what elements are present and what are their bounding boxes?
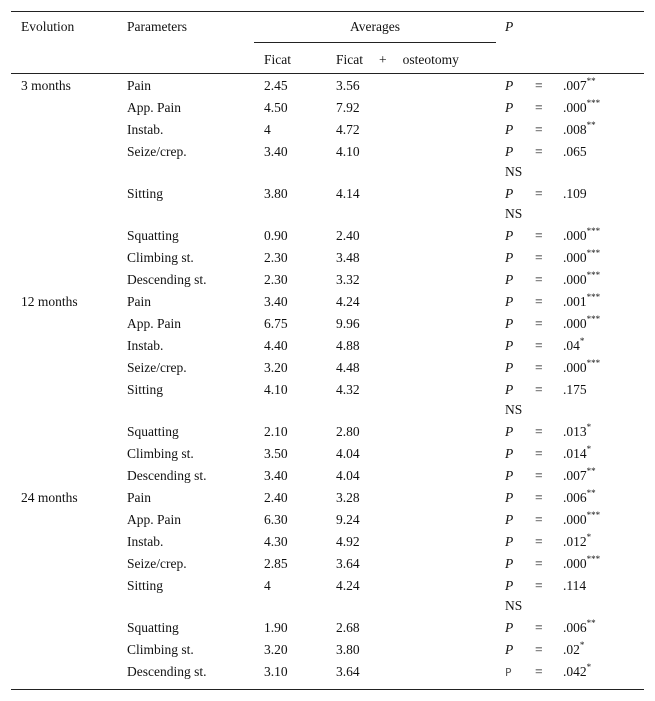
equals-sign: =	[535, 382, 543, 397]
p-symbol: P	[505, 490, 514, 505]
p-number: .109	[563, 186, 587, 201]
p-value	[563, 99, 600, 117]
p-symbol: P	[505, 360, 514, 375]
p-symbol: P	[505, 338, 514, 353]
p-symbol: P	[505, 424, 514, 439]
header-ficat-osteotomy-plus: +	[379, 52, 387, 67]
equals-sign: =	[535, 468, 543, 483]
p-symbol: P	[505, 578, 514, 593]
ficat-value: 3.50	[264, 446, 288, 461]
equals-sign: =	[535, 272, 543, 287]
evolution-label: 24 months	[21, 490, 78, 505]
ficat-value: 2.30	[264, 272, 288, 287]
p-value	[563, 337, 584, 355]
p-value	[563, 143, 587, 161]
p-value	[563, 121, 596, 139]
parameter-label: Climbing st.	[127, 446, 194, 461]
p-number: .000	[563, 512, 587, 527]
ficat-osteotomy-value: 4.04	[336, 468, 360, 483]
significance-marker: *	[586, 422, 592, 432]
p-number: .000	[563, 228, 587, 243]
significance-marker: *	[586, 444, 592, 454]
p-symbol: P	[505, 144, 514, 159]
p-value-cell	[505, 293, 640, 311]
p-symbol: P	[505, 228, 514, 243]
ficat-osteotomy-value: 4.72	[336, 122, 360, 137]
p-value	[563, 555, 600, 573]
p-symbol: P	[505, 186, 514, 201]
significance-marker: **	[586, 488, 596, 498]
ficat-osteotomy-value: 9.24	[336, 512, 360, 527]
p-value	[563, 533, 591, 551]
significance-marker: *	[586, 662, 592, 672]
ficat-osteotomy-value: 3.64	[336, 556, 360, 571]
significance-marker: **	[586, 466, 596, 476]
ficat-osteotomy-value: 3.48	[336, 250, 360, 265]
equals-sign: =	[535, 316, 543, 331]
p-value	[563, 641, 584, 659]
ficat-osteotomy-value: 4.32	[336, 382, 360, 397]
p-value-cell	[505, 121, 640, 139]
ficat-osteotomy-value: 9.96	[336, 316, 360, 331]
equals-sign: =	[535, 620, 543, 635]
p-value-cell	[505, 577, 640, 613]
ficat-value: 3.40	[264, 144, 288, 159]
ficat-value: 3.40	[264, 294, 288, 309]
p-number: .000	[563, 360, 587, 375]
ficat-osteotomy-value: 2.68	[336, 620, 360, 635]
equals-sign: =	[535, 78, 543, 93]
equals-sign: =	[535, 294, 543, 309]
p-value	[563, 489, 596, 507]
ficat-value: 4	[264, 578, 271, 593]
ficat-osteotomy-value: 4.88	[336, 338, 360, 353]
p-number: .02	[563, 642, 580, 657]
parameter-label: App. Pain	[127, 100, 181, 115]
p-value	[563, 423, 591, 441]
parameter-label: Sitting	[127, 578, 164, 593]
p-number: .000	[563, 556, 587, 571]
ficat-value: 0.90	[264, 228, 288, 243]
ficat-osteotomy-value: 7.92	[336, 100, 360, 115]
significance-marker: *	[579, 640, 585, 650]
p-value	[563, 315, 600, 333]
ficat-value: 3.20	[264, 360, 288, 375]
parameter-label: Climbing st.	[127, 642, 194, 657]
p-number: .014	[563, 446, 587, 461]
p-number: .000	[563, 250, 587, 265]
header-averages: Averages	[350, 19, 400, 34]
p-value-cell	[505, 271, 640, 289]
p-value	[563, 77, 596, 95]
significance-marker: **	[586, 76, 596, 86]
p-symbol: P	[505, 272, 514, 287]
ficat-value: 1.90	[264, 620, 288, 635]
p-symbol: P	[505, 666, 512, 679]
p-value	[563, 227, 600, 245]
parameter-label: Pain	[127, 78, 152, 93]
ficat-value: 6.75	[264, 316, 288, 331]
evolution-label: 12 months	[21, 294, 78, 309]
p-number: .042	[563, 664, 587, 679]
p-number: .065	[563, 144, 587, 159]
parameter-label: Climbing st.	[127, 250, 194, 265]
parameter-label: Squatting	[127, 424, 179, 439]
parameter-label: Seize/crep.	[127, 360, 187, 375]
p-number: .007	[563, 78, 587, 93]
p-symbol: P	[505, 78, 514, 93]
table-bottom-rule	[11, 689, 644, 690]
p-value-cell	[505, 315, 640, 333]
ficat-osteotomy-value: 2.80	[336, 424, 360, 439]
p-number: .006	[563, 620, 587, 635]
ficat-value: 2.30	[264, 250, 288, 265]
ficat-value: 2.85	[264, 556, 288, 571]
p-value	[563, 619, 596, 637]
parameter-label: Squatting	[127, 228, 179, 243]
p-value-cell	[505, 489, 640, 507]
ficat-value: 4.40	[264, 338, 288, 353]
ficat-value: 4	[264, 122, 271, 137]
p-value-cell	[505, 99, 640, 117]
equals-sign: =	[535, 186, 543, 201]
p-number: .012	[563, 534, 587, 549]
ficat-value: 3.20	[264, 642, 288, 657]
p-value	[563, 381, 587, 399]
parameter-label: Pain	[127, 294, 152, 309]
parameter-label: App. Pain	[127, 512, 181, 527]
header-bottom-rule	[11, 73, 644, 74]
ficat-value: 4.50	[264, 100, 288, 115]
p-symbol: P	[505, 382, 514, 397]
parameter-label: Pain	[127, 490, 152, 505]
header-ficat: Ficat	[264, 52, 291, 67]
p-symbol: P	[505, 446, 514, 461]
p-symbol: P	[505, 642, 514, 657]
parameter-label: Seize/crep.	[127, 556, 187, 571]
p-value-cell	[505, 445, 640, 463]
p-value	[563, 359, 600, 377]
p-symbol: P	[505, 100, 514, 115]
p-symbol: P	[505, 316, 514, 331]
evolution-label: 3 months	[21, 78, 71, 93]
p-value-cell	[505, 423, 640, 441]
ficat-osteotomy-value: 3.32	[336, 272, 360, 287]
equals-sign: =	[535, 490, 543, 505]
significance-marker: ***	[586, 226, 601, 236]
p-symbol: P	[505, 122, 514, 137]
significance-marker: ***	[586, 248, 601, 258]
ns-label: NS	[505, 164, 523, 179]
equals-sign: =	[535, 122, 543, 137]
significance-marker: ***	[586, 292, 601, 302]
ficat-osteotomy-value: 4.10	[336, 144, 360, 159]
ficat-osteotomy-value: 4.92	[336, 534, 360, 549]
equals-sign: =	[535, 100, 543, 115]
ns-label: NS	[505, 206, 523, 221]
ns-label: NS	[505, 402, 523, 417]
equals-sign: =	[535, 578, 543, 593]
p-value-cell	[505, 533, 640, 551]
p-number: .013	[563, 424, 587, 439]
equals-sign: =	[535, 556, 543, 571]
parameter-label: Sitting	[127, 382, 164, 397]
significance-marker: ***	[586, 358, 601, 368]
p-value	[563, 577, 586, 595]
parameter-label: Instab.	[127, 534, 164, 549]
p-value	[563, 445, 591, 463]
ns-label: NS	[505, 598, 523, 613]
ficat-value: 4.30	[264, 534, 288, 549]
ficat-value: 3.80	[264, 186, 288, 201]
ficat-osteotomy-value: 4.48	[336, 360, 360, 375]
significance-marker: *	[579, 336, 585, 346]
p-number: .001	[563, 294, 587, 309]
parameter-label: Sitting	[127, 186, 164, 201]
p-symbol: P	[505, 620, 514, 635]
p-number: .006	[563, 490, 587, 505]
p-number: .000	[563, 272, 587, 287]
ficat-osteotomy-value: 3.56	[336, 78, 360, 93]
significance-marker: **	[586, 618, 596, 628]
parameter-label: Instab.	[127, 122, 164, 137]
ficat-value: 6.30	[264, 512, 288, 527]
p-number: .114	[563, 578, 587, 593]
significance-marker: ***	[586, 554, 601, 564]
p-value-cell	[505, 641, 640, 659]
p-number: .000	[563, 316, 587, 331]
p-value-cell	[505, 467, 640, 485]
p-symbol: P	[505, 250, 514, 265]
p-value-cell	[505, 337, 640, 355]
ficat-value: 2.10	[264, 424, 288, 439]
p-value-cell	[505, 359, 640, 377]
p-symbol: P	[505, 556, 514, 571]
ficat-osteotomy-value: 3.64	[336, 664, 360, 679]
ficat-value: 3.40	[264, 468, 288, 483]
equals-sign: =	[535, 144, 543, 159]
parameter-label: Descending st.	[127, 468, 207, 483]
significance-marker: *	[586, 532, 592, 542]
significance-marker: ***	[586, 98, 601, 108]
header-parameters: Parameters	[127, 19, 187, 34]
p-symbol: P	[505, 468, 514, 483]
significance-marker: ***	[586, 510, 601, 520]
equals-sign: =	[535, 446, 543, 461]
equals-sign: =	[535, 228, 543, 243]
ficat-value: 3.10	[264, 664, 288, 679]
p-symbol: P	[505, 294, 514, 309]
equals-sign: =	[535, 642, 543, 657]
results-table	[11, 11, 644, 690]
p-value	[563, 293, 600, 311]
equals-sign: =	[535, 338, 543, 353]
p-value	[563, 271, 600, 289]
ficat-osteotomy-value: 4.24	[336, 578, 360, 593]
equals-sign: =	[535, 360, 543, 375]
equals-sign: =	[535, 534, 543, 549]
p-value	[563, 663, 591, 681]
p-value-cell	[505, 185, 640, 221]
parameter-label: Squatting	[127, 620, 179, 635]
averages-underline	[254, 42, 496, 43]
ficat-osteotomy-value: 3.80	[336, 642, 360, 657]
parameter-label: Descending st.	[127, 272, 207, 287]
p-symbol: P	[505, 534, 514, 549]
equals-sign: =	[535, 424, 543, 439]
equals-sign: =	[535, 664, 543, 679]
p-value-cell	[505, 77, 640, 95]
header-p: P	[505, 19, 514, 34]
equals-sign: =	[535, 250, 543, 265]
p-number: .04	[563, 338, 580, 353]
ficat-osteotomy-value: 2.40	[336, 228, 360, 243]
table-top-rule	[11, 11, 644, 12]
p-value-cell	[505, 619, 640, 637]
header-ficat-osteotomy-ficat: Ficat	[336, 52, 363, 67]
p-value	[563, 185, 587, 203]
p-value-cell	[505, 555, 640, 573]
ficat-value: 2.45	[264, 78, 288, 93]
p-value	[563, 249, 600, 267]
p-value	[563, 467, 596, 485]
p-value	[563, 511, 600, 529]
equals-sign: =	[535, 512, 543, 527]
significance-marker: ***	[586, 314, 601, 324]
ficat-osteotomy-value: 4.14	[336, 186, 360, 201]
ficat-value: 4.10	[264, 382, 288, 397]
parameter-label: Seize/crep.	[127, 144, 187, 159]
p-number: .175	[563, 382, 587, 397]
header-evolution: Evolution	[21, 19, 75, 34]
parameter-label: App. Pain	[127, 316, 181, 331]
p-value-cell	[505, 381, 640, 417]
p-value-cell	[505, 511, 640, 529]
p-symbol: P	[505, 512, 514, 527]
p-number: .008	[563, 122, 587, 137]
header-ficat-osteotomy-label: osteotomy	[402, 52, 459, 67]
parameter-label: Descending st.	[127, 664, 207, 679]
significance-marker: ***	[586, 270, 601, 280]
p-number: .007	[563, 468, 587, 483]
p-value-cell	[505, 227, 640, 245]
p-value-cell	[505, 249, 640, 267]
header-ficat-osteotomy	[336, 51, 459, 69]
p-value-cell	[505, 663, 640, 682]
p-value-cell	[505, 143, 640, 179]
p-number: .000	[563, 100, 587, 115]
ficat-osteotomy-value: 4.04	[336, 446, 360, 461]
parameter-label: Instab.	[127, 338, 164, 353]
significance-marker: **	[586, 120, 596, 130]
ficat-osteotomy-value: 4.24	[336, 294, 360, 309]
ficat-osteotomy-value: 3.28	[336, 490, 360, 505]
ficat-value: 2.40	[264, 490, 288, 505]
